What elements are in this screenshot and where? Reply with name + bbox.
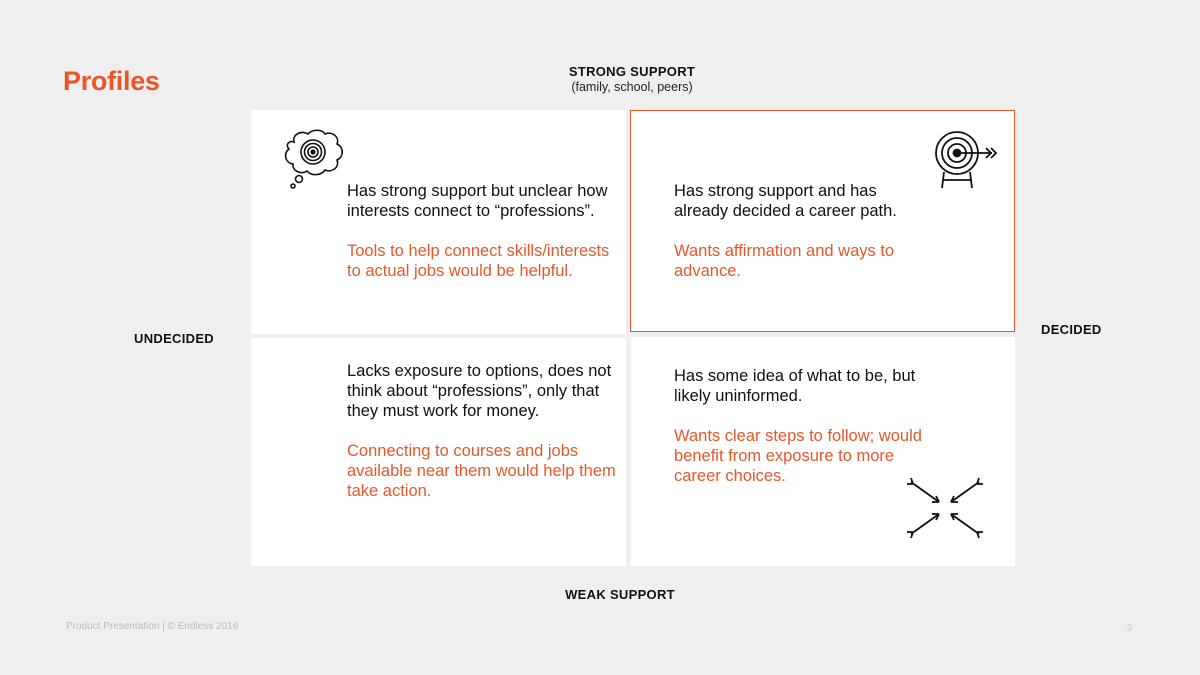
axis-label-strong-support: STRONG SUPPORT: [568, 64, 696, 79]
quadrant-bottom-right-text: [674, 366, 944, 486]
quadrant-description: Has strong support but unclear how interests connect to “professions”.: [347, 182, 608, 220]
quadrant-need: Connecting to courses and jobs available near them would help them take action.: [347, 442, 616, 500]
axis-sublabel-strong-support: (family, school, peers): [571, 80, 693, 94]
quadrant-description: Has some idea of what to be, but likely uninformed.: [674, 367, 916, 405]
quadrant-description: Lacks exposure to options, does not think about “professions”, only that they must work for money.: [347, 362, 612, 420]
thought-bubble-icon: [280, 128, 348, 192]
quadrant-need: Tools to help connect skills/interests to actual jobs would be helpful.: [347, 242, 610, 280]
footer-text: Product Presentation | © Endless 2016: [66, 621, 239, 632]
axis-label-undecided: UNDECIDED: [134, 331, 214, 346]
slide-title: Profiles: [63, 66, 160, 96]
target-icon: [932, 128, 1002, 190]
page-number: 9: [1127, 623, 1133, 634]
quadrant-need: Wants clear steps to follow; would benefit from exposure to more career choices.: [674, 427, 922, 485]
axis-label-decided: DECIDED: [1041, 322, 1102, 337]
quadrant-top-right-text: [674, 181, 924, 281]
quadrant-description: Has strong support and has already decided a career path.: [674, 182, 897, 220]
quadrant-need: Wants affirmation and ways to advance.: [674, 242, 895, 280]
axis-label-weak-support: WEAK SUPPORT: [565, 587, 675, 602]
quadrant-top-left-text: [347, 181, 617, 281]
quadrant-bottom-left-text: [347, 361, 617, 501]
